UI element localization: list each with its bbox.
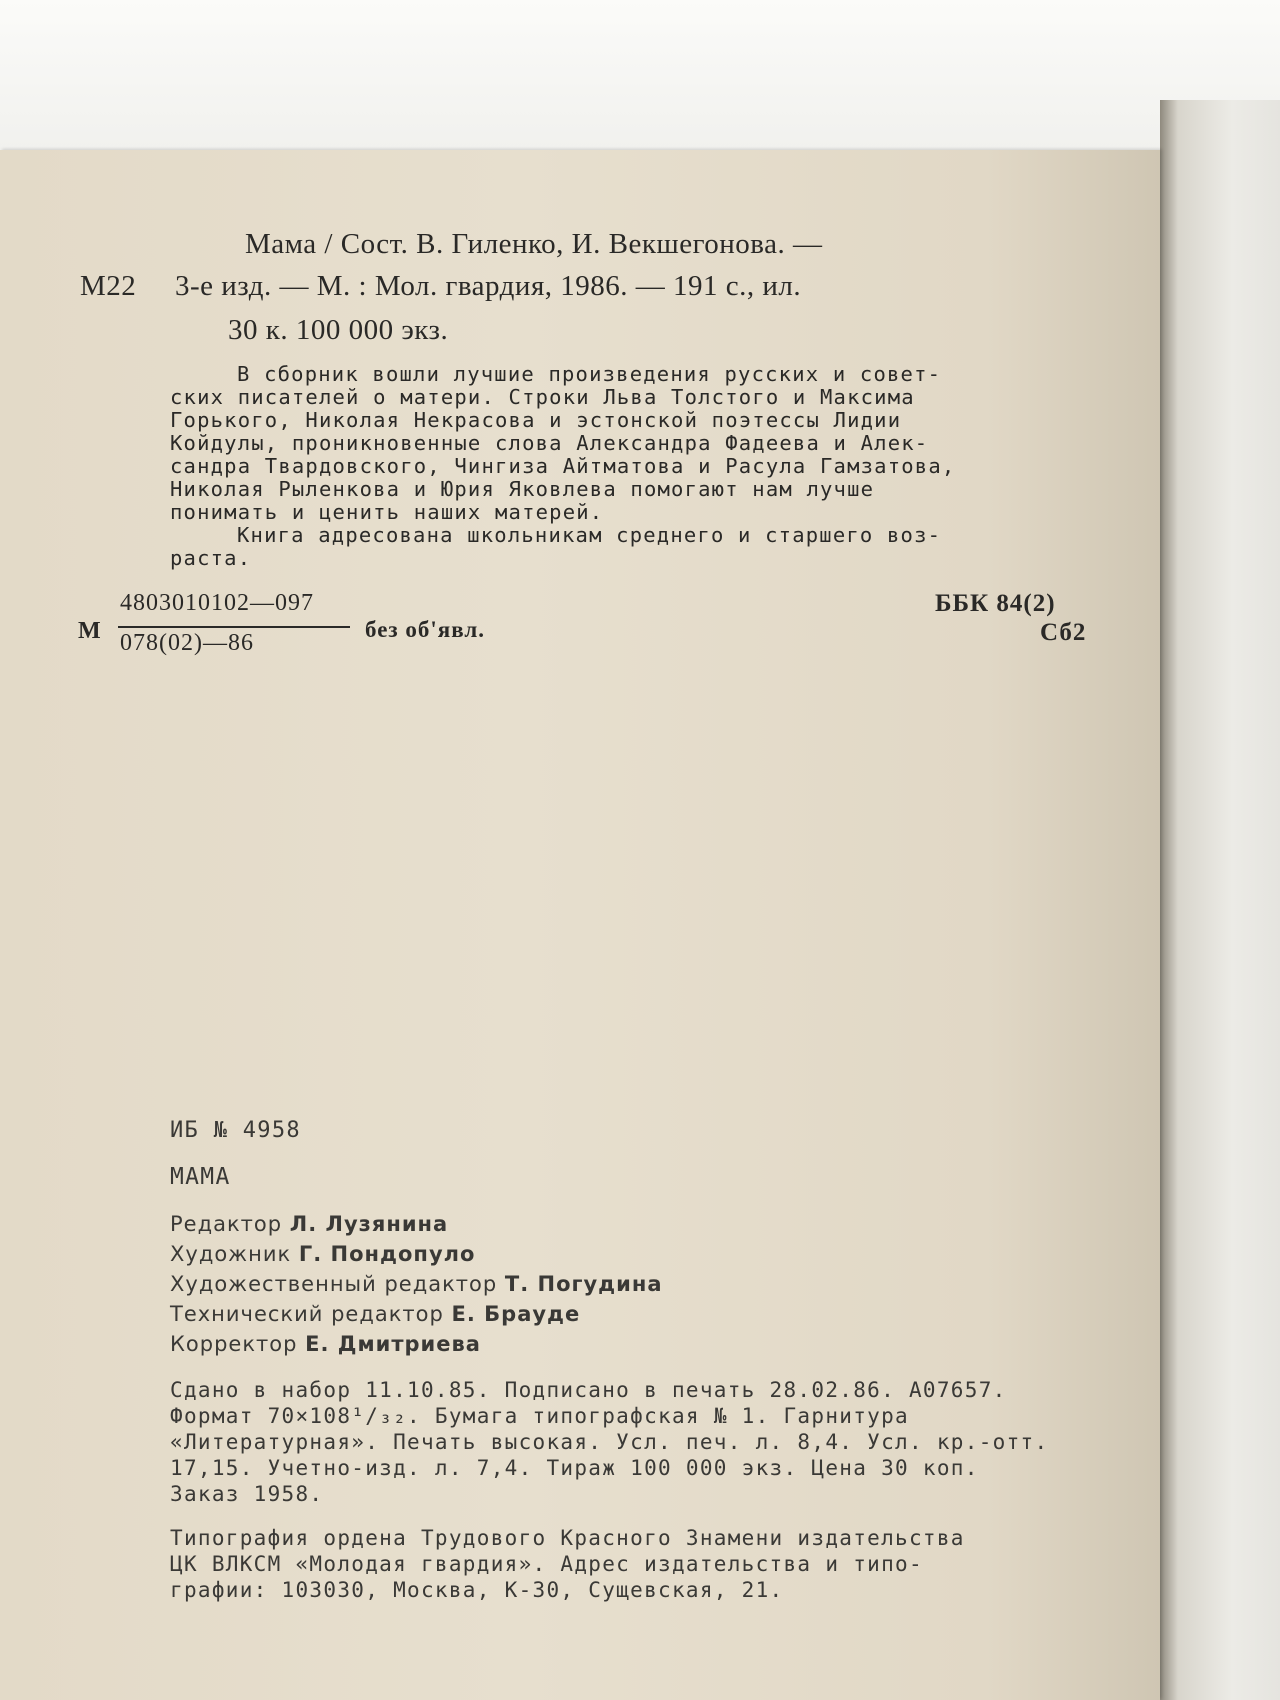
header-line-1: Мама / Сост. В. Гиленко, И. Векшегонова. — [245, 228, 823, 260]
print-info-line: Заказ 1958. [170, 1482, 324, 1506]
credit-line [170, 1302, 580, 1326]
credit-name: Е. Дмитриева [305, 1332, 481, 1356]
credit-name: Е. Брауде [451, 1302, 581, 1326]
annotation-line: Горького, Николая Некрасова и эстонской поэтессы Лидии [170, 408, 902, 432]
bbk-code: ББК 84(2) [935, 590, 1056, 617]
credit-line [170, 1212, 448, 1236]
bbk-subcode: Сб2 [1040, 619, 1087, 646]
background-surface [0, 0, 1280, 150]
credit-line [170, 1242, 475, 1266]
fraction-rule [118, 626, 350, 628]
annotation-line: В сборник вошли лучшие произведения русских и совет- [237, 362, 942, 386]
classification-letter: М [78, 618, 102, 644]
credit-name: Г. Пондопуло [298, 1242, 476, 1266]
print-info-line: Сдано в набор 11.10.85. Подписано в печать 28.02.86. А07657. [170, 1378, 1007, 1402]
header-line-3: 30 к. 100 000 экз. [228, 314, 449, 346]
printer-line: графии: 103030, Москва, К-30, Сущевская, 21. [170, 1578, 784, 1602]
print-info-line: Формат 70×108¹/₃₂. Бумага типографская № 1. Гарнитура [170, 1404, 909, 1428]
credit-role: Художник [170, 1242, 292, 1266]
credit-role: Художественный редактор [170, 1272, 498, 1296]
annotation-line: ских писателей о матери. Строки Льва Толстого и Максима [170, 385, 915, 409]
classification-note: без об'явл. [365, 617, 486, 642]
annotation-line: Койдулы, проникновенные слова Александра Фадеева и Алек- [170, 431, 929, 455]
print-info-line: «Литературная». Печать высокая. Усл. печ. л. 8,4. Усл. кр.-отт. [170, 1430, 1049, 1454]
annotation-line: понимать и ценить наших матерей. [170, 500, 604, 524]
classification-numerator: 4803010102—097 [120, 590, 314, 616]
credit-line [170, 1272, 663, 1296]
annotation-line: Николая Рыленкова и Юрия Яковлева помогают нам лучше [170, 477, 875, 501]
print-info-line: 17,15. Учетно-изд. л. 7,4. Тираж 100 000 экз. Цена 30 коп. [170, 1456, 979, 1480]
index-code: М22 [80, 270, 137, 302]
next-page-edge [1160, 100, 1280, 1700]
credit-role: Технический редактор [170, 1302, 444, 1326]
printer-line: ЦК ВЛКСМ «Молодая гвардия». Адрес издательства и типо- [170, 1552, 923, 1576]
colophon-title: МАМА [170, 1164, 231, 1190]
classification-denominator: 078(02)—86 [120, 630, 254, 656]
book-page [0, 150, 1160, 1700]
credit-line [170, 1332, 481, 1356]
annotation-line: Книга адресована школьникам среднего и старшего воз- [237, 523, 942, 547]
annotation-line: сандра Твардовского, Чингиза Айтматова и Расула Гамзатова, [170, 454, 956, 478]
printer-line: Типография ордена Трудового Красного Знамени издательства [170, 1526, 965, 1550]
credit-role: Редактор [170, 1212, 283, 1236]
ib-number: ИБ № 4958 [170, 1118, 301, 1143]
credit-name: Л. Лузянина [289, 1212, 449, 1236]
header-line-2: 3-е изд. — М. : Мол. гвардия, 1986. — 191 с., ил. [175, 270, 802, 302]
credit-name: Т. Погудина [504, 1272, 663, 1296]
credit-role: Корректор [170, 1332, 298, 1356]
annotation-line: раста. [170, 546, 252, 570]
